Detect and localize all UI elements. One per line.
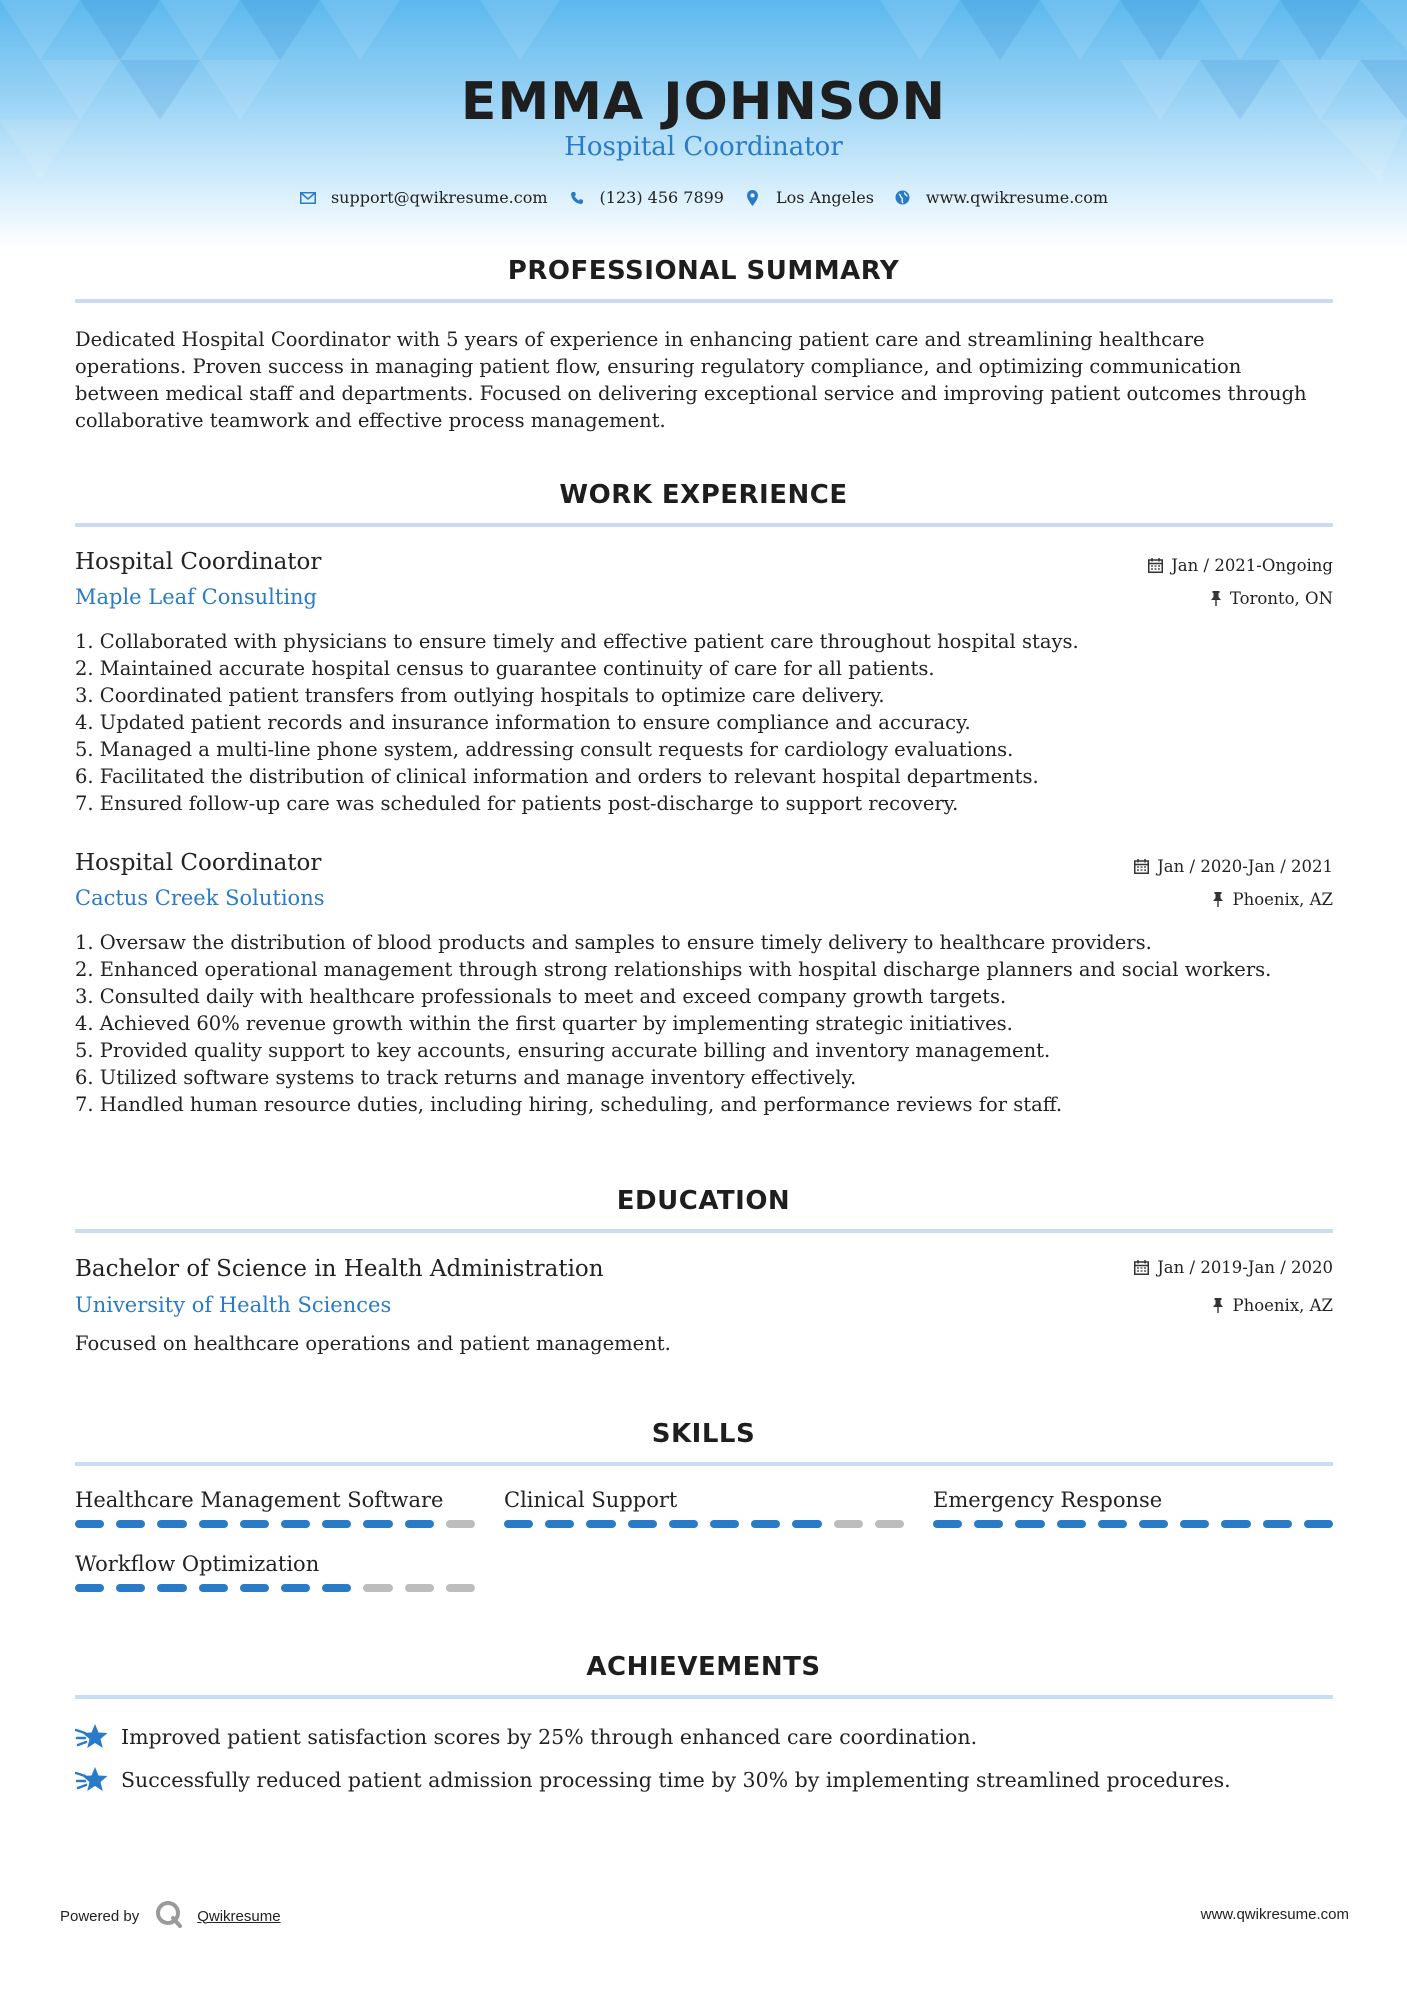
- list-item: 4. Achieved 60% revenue growth within the first quarter by implementing strategic initiatives.: [75, 1012, 1013, 1035]
- skill-dot-filled: [710, 1520, 739, 1528]
- skill-dot-filled: [116, 1584, 145, 1592]
- skill-dot-filled: [363, 1520, 392, 1528]
- skill-dot-filled: [669, 1520, 698, 1528]
- experience-heading: WORK EXPERIENCE: [559, 480, 848, 510]
- job-dates: [1134, 857, 1333, 876]
- skill-dot-filled: [199, 1520, 228, 1528]
- job-location: [1210, 589, 1333, 608]
- job-company: Maple Leaf Consulting: [75, 585, 318, 609]
- contact-location: [744, 188, 874, 207]
- skill-level-meter: [75, 1584, 475, 1592]
- achievement-text: Successfully reduced patient admission processing time by 30% by implementing streamlined procedures.: [121, 1768, 1231, 1792]
- experience-divider: [75, 523, 1333, 527]
- skill-dot-filled: [281, 1520, 310, 1528]
- summary-divider: [75, 299, 1333, 303]
- qwikresume-logo-icon: [155, 1900, 183, 1932]
- contact-location-text: Los Angeles: [775, 188, 874, 207]
- list-item: 2. Enhanced operational management through strong relationships with hospital discharge planners and social workers.: [75, 958, 1272, 981]
- calendar-icon: [1134, 859, 1149, 874]
- skill-name: Clinical Support: [504, 1488, 678, 1512]
- list-item: 6. Facilitated the distribution of clinical information and orders to relevant hospital departments.: [75, 765, 1039, 788]
- list-item: 5. Managed a multi-line phone system, addressing consult requests for cardiology evaluations.: [75, 738, 1014, 761]
- skills-divider: [75, 1462, 1333, 1466]
- skill-item: [504, 1488, 904, 1528]
- candidate-name: EMMA JOHNSON: [460, 72, 947, 132]
- list-item: 7. Ensured follow-up care was scheduled for patients post-discharge to support recovery.: [75, 792, 959, 815]
- list-item: 6. Utilized software systems to track returns and manage inventory effectively.: [75, 1066, 857, 1089]
- skill-dot-filled: [75, 1520, 104, 1528]
- skill-dot-filled: [157, 1520, 186, 1528]
- skill-dot-filled: [322, 1520, 351, 1528]
- summary-line: between medical staff and departments. Focused on delivering exceptional service and improving patient outcomes through: [75, 382, 1307, 405]
- shooting-star-icon: [75, 1765, 109, 1795]
- skill-dot-filled: [792, 1520, 821, 1528]
- skill-dot-filled: [405, 1520, 434, 1528]
- contact-bar: [0, 188, 1407, 207]
- pushpin-icon: [1210, 591, 1222, 606]
- skill-dot-empty: [446, 1520, 475, 1528]
- skill-dot-filled: [1015, 1520, 1044, 1528]
- calendar-icon: [1134, 1260, 1149, 1275]
- contact-website-text: www.qwikresume.com: [925, 188, 1109, 207]
- achievement-text: Improved patient satisfaction scores by 25% through enhanced care coordination.: [121, 1725, 978, 1749]
- job-bullets: [75, 929, 1333, 1118]
- degree-title: Bachelor of Science in Health Administration: [75, 1256, 604, 1282]
- map-marker-icon: [744, 189, 762, 207]
- education-dates-text: Jan / 2019-Jan / 2020: [1157, 1258, 1333, 1277]
- shooting-star-icon: [75, 1722, 109, 1752]
- achievement-item: [75, 1765, 1333, 1795]
- job-title: Hospital Coordinator: [75, 549, 322, 575]
- achievement-item: [75, 1722, 1333, 1752]
- skill-dot-filled: [1139, 1520, 1168, 1528]
- skill-dot-filled: [933, 1520, 962, 1528]
- contact-email-text: support@qwikresume.com: [330, 188, 548, 207]
- skill-dot-filled: [545, 1520, 574, 1528]
- qwikresume-link[interactable]: Qwikresume: [197, 1907, 281, 1925]
- skill-dot-filled: [281, 1584, 310, 1592]
- pushpin-icon: [1212, 892, 1224, 907]
- skill-dot-empty: [363, 1584, 392, 1592]
- envelope-icon: [299, 189, 317, 207]
- summary-heading: PROFESSIONAL SUMMARY: [507, 256, 900, 286]
- skill-dot-filled: [199, 1584, 228, 1592]
- job-bullets: [75, 628, 1333, 817]
- list-item: 5. Provided quality support to key accounts, ensuring accurate billing and inventory management.: [75, 1039, 1051, 1062]
- education-location-text: Phoenix, AZ: [1232, 1296, 1333, 1315]
- skill-level-meter: [75, 1520, 475, 1528]
- calendar-icon: [1148, 558, 1163, 573]
- education-dates: [1134, 1258, 1333, 1277]
- contact-email[interactable]: [299, 188, 548, 207]
- skills-heading: SKILLS: [651, 1419, 756, 1449]
- footer-website-link[interactable]: www.qwikresume.com: [1200, 1906, 1349, 1923]
- skill-name: Healthcare Management Software: [75, 1488, 444, 1512]
- school-name: University of Health Sciences: [75, 1293, 392, 1317]
- skill-dot-filled: [1057, 1520, 1086, 1528]
- skill-name: Emergency Response: [933, 1488, 1163, 1512]
- skill-level-meter: [504, 1520, 904, 1528]
- skill-dot-filled: [240, 1520, 269, 1528]
- phone-icon: [568, 189, 586, 207]
- summary-line: operations. Proven success in managing patient flow, ensuring regulatory compliance, and optimizing communication: [75, 355, 1242, 378]
- skill-item: [75, 1488, 475, 1528]
- education-heading: EDUCATION: [616, 1186, 791, 1216]
- skill-dot-filled: [116, 1520, 145, 1528]
- education-description: Focused on healthcare operations and patient management.: [75, 1332, 671, 1355]
- list-item: 7. Handled human resource duties, including hiring, scheduling, and performance reviews for staff.: [75, 1093, 1063, 1116]
- skill-dot-filled: [504, 1520, 533, 1528]
- skill-dot-filled: [751, 1520, 780, 1528]
- job-location-text: Phoenix, AZ: [1232, 890, 1333, 909]
- skill-dot-empty: [446, 1584, 475, 1592]
- skill-dot-filled: [322, 1584, 351, 1592]
- skill-dot-filled: [974, 1520, 1003, 1528]
- job-company: Cactus Creek Solutions: [75, 886, 325, 910]
- skill-dot-filled: [157, 1584, 186, 1592]
- skill-dot-filled: [1263, 1520, 1292, 1528]
- job-dates-text: Jan / 2020-Jan / 2021: [1157, 857, 1333, 876]
- contact-phone[interactable]: [568, 188, 724, 207]
- job-dates-text: Jan / 2021-Ongoing: [1171, 556, 1333, 575]
- list-item: 1. Collaborated with physicians to ensure timely and effective patient care throughout hospital stays.: [75, 630, 1079, 653]
- job-location: [1212, 890, 1333, 909]
- skill-dot-filled: [1304, 1520, 1333, 1528]
- job-dates: [1148, 556, 1333, 575]
- contact-phone-text: (123) 456 7899: [599, 188, 724, 207]
- pushpin-icon: [1212, 1298, 1224, 1313]
- summary-line: collaborative teamwork and effective process management.: [75, 409, 666, 432]
- footer-powered-by: [60, 1900, 281, 1932]
- skill-dot-empty: [834, 1520, 863, 1528]
- skill-dot-filled: [75, 1584, 104, 1592]
- education-location: [1212, 1296, 1333, 1315]
- candidate-role: Hospital Coordinator: [564, 132, 843, 162]
- summary-line: Dedicated Hospital Coordinator with 5 years of experience in enhancing patient care and streamlining healthcare: [75, 328, 1205, 351]
- skill-level-meter: [933, 1520, 1333, 1528]
- skill-dot-filled: [1221, 1520, 1250, 1528]
- list-item: 3. Consulted daily with healthcare professionals to meet and exceed company growth targets.: [75, 985, 1007, 1008]
- skill-dot-filled: [628, 1520, 657, 1528]
- skill-item: [75, 1552, 475, 1592]
- skill-dot-filled: [1180, 1520, 1209, 1528]
- skill-dot-empty: [875, 1520, 904, 1528]
- job-title: Hospital Coordinator: [75, 850, 322, 876]
- skill-dot-filled: [586, 1520, 615, 1528]
- list-item: 2. Maintained accurate hospital census to guarantee continuity of care for all patients.: [75, 657, 935, 680]
- skill-dot-empty: [405, 1584, 434, 1592]
- list-item: 1. Oversaw the distribution of blood products and samples to ensure timely delivery to healthcare providers.: [75, 931, 1152, 954]
- job-location-text: Toronto, ON: [1229, 589, 1333, 608]
- achievements-divider: [75, 1695, 1333, 1699]
- powered-by-label: Powered by: [60, 1907, 140, 1925]
- education-divider: [75, 1229, 1333, 1233]
- skill-dot-filled: [1098, 1520, 1127, 1528]
- list-item: 4. Updated patient records and insurance information to ensure compliance and accuracy.: [75, 711, 971, 734]
- globe-icon: [894, 189, 912, 207]
- contact-website[interactable]: [894, 188, 1108, 207]
- skill-dot-filled: [240, 1584, 269, 1592]
- summary-text: [75, 326, 1333, 434]
- skill-item: [933, 1488, 1333, 1528]
- skill-name: Workflow Optimization: [75, 1552, 320, 1576]
- list-item: 3. Coordinated patient transfers from outlying hospitals to optimize care delivery.: [75, 684, 885, 707]
- achievements-heading: ACHIEVEMENTS: [586, 1652, 821, 1682]
